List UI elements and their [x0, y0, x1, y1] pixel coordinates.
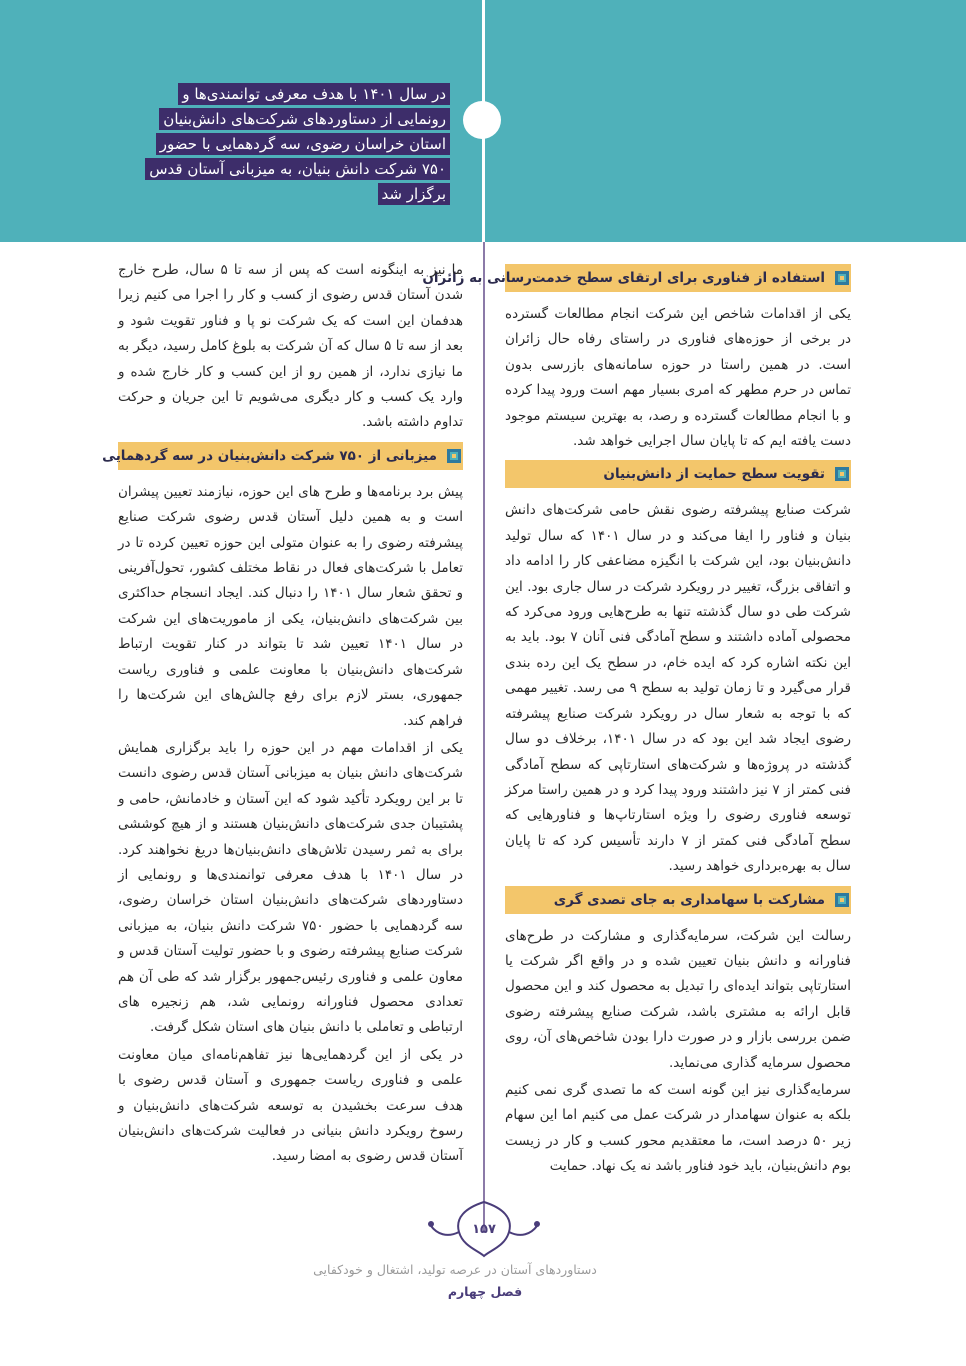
section-bullet-icon [447, 449, 461, 463]
paragraph: در یکی از این گردهمایی‌ها نیز تفاهم‌نامه‌ای میان معاونت علمی و فناوری ریاست جمهوری و آستان قدس رضوی با هدف سرعت بخشیدن به توسعه شرکت‌های دانش‌بنیان و رسوخ رویکرد دانش بنیانی در فعالیت شرکت‌های دانش‌بنیان آستان قدس رضوی به امضا رسید. [118, 1046, 463, 1165]
section-heading [505, 460, 851, 488]
section-heading [102, 442, 463, 470]
page-number: ۱۵۷ [472, 1222, 496, 1237]
section-bullet-icon [835, 271, 849, 285]
paragraph: سرمایه‌گذاری نیز این گونه است که ما تصدی گری نمی کنیم بلکه به عنوان سهامدار در شرکت عمل می کنیم اما این سهام زیر ۵۰ درصد است، ما معتقدیم محور کسب و کار در زیست بوم دانش‌بنیان، باید خود فناور باشد نه یک نهاد. حمایت [505, 1081, 851, 1175]
pull-quote [148, 82, 450, 207]
section-heading-text: مشارکت با سهامداری به جای تصدی گری [553, 891, 825, 908]
paragraph: یکی از اقدامات مهم در این حوزه را باید برگزاری همایش شرکت‌های دانش بنیان به میزبانی آستان قدس رضوی دانست تا بر این رویکرد تأکید شود که این آستان و خادمانش، حامی و پشتیبان جدی شرکت‌های دانش‌بنیان هستند و از هیچ کوششی برای به ثمر رسیدن تلاش‌های دانش‌بنیان‌ها دریغ نخواهند کرد. در سال ۱۴۰۱ با هدف معرفی توانمندی‌ها و رونمایی از دستاوردهای شرکت‌های دانش‌بنیان استان خراسان رضوی، سه گردهمایی با حضور ۷۵۰ شرکت دانش بنیان، به میزبانی شرکت صنایع پیشرفته رضوی و با حضور تولیت آستان قدس و معاون علمی و فناوری رئیس‌جمهور برگزار شد که طی آن هم تعدادی محصول فناورانه رونمایی شد، هم زنجیره های ارتباطی و تعاملی با دانش بنیان های استان شکل گرفت. [118, 739, 463, 1036]
footer-chapter: فصل چهارم [447, 1284, 523, 1299]
paragraph: شرکت صنایع پیشرفته رضوی نقش حامی شرکت‌های دانش بنیان و فناور را ایفا می‌کند و در سال ۱۴۰۱ که سال تولید دانش‌بنیان بود، این شرکت با انگیزه مضاعفی کار را ادامه داد و اتفاقی بزرگ، تغییر در رویکرد شرکت در سال جاری بود. این شرکت طی دو سال گذشته تنها به طرح‌هایی ورود می‌کرد که محصولی آماده داشتند و سطح آمادگی فنی آنان ۷ بود. باید به این نکته اشاره کرد که ایده خام، در سطح یک این رده بندی قرار می‌گیرد و تا زمان تولید به سطح ۹ می رسد. تغییر مهمی که با توجه به شعار سال در رویکرد شرکت صنایع پیشرفته رضوی ایجاد شد این بود که در سال ۱۴۰۱، برخلاف دو سال گذشته در پروژه‌ها و شرکت‌های استارتاپی که سطح آمادگی فنی کمتر از ۷ نیز داشتند ورود پیدا کرد و در همین راستا مرکز توسعه فناوری رضوی را ویژه استارتاپ‌ها و فناورهایی که سطح آمادگی فنی کمتر از ۷ دارند تأسیس کرد که تا پایان سال به بهره‌برداری خواهد رسید. [505, 502, 852, 875]
divider-circle-ornament [463, 101, 501, 139]
section-heading-text: میزبانی از ۷۵۰ شرکت دانش‌بنیان در سه گردهمایی [102, 447, 437, 464]
pull-quote-text: در سال ۱۴۰۱ با هدف معرفی توانمندی‌ها و رونمایی از دستاوردهای شرکت‌های دانش‌بنیان استان خراسان رضوی، سه گردهمایی با حضور ۷۵۰ شرکت دانش بنیان، به میزبانی آستان قدس برگزار شد [145, 83, 450, 205]
left-column [102, 258, 463, 1172]
section-heading [422, 264, 851, 292]
paragraph: یکی از اقدامات شاخص این شرکت انجام مطالعات گسترده در برخی از حوزه‌های فناوری در راستای رفاه حال زائران است. در همین راستا در حوزه سامانه‌های بازرسی بدون تماس در حرم مطهر که امری بسیار مهم است ورود پیدا کرده و با انجام مطالعات گسترده و رصد، به بهترین سیستم موجود دست یافته ایم که تا پایان سال اجرایی خواهد شد. [505, 306, 851, 450]
section-heading-text: تقویت سطح حمایت از دانش‌بنیان [603, 466, 825, 483]
paragraph: ما نیز به اینگونه است که پس از سه تا ۵ سال، طرح خارج شدن آستان قدس رضوی از کسب و کار را اجرا می کنیم زیرا هدفمان این است که یک شرکت نو پا و فناور تقویت شود و بعد از سه تا ۵ سال که آن شرکت به بلوغ کامل رسید، دیگر به ما نیازی ندارد، از همین رو از این کسب و کار خارج شده و وارد یک کسب و کار دیگری می‌شویم تا این جریان و حرکت تداوم داشته باشد. [118, 262, 463, 431]
section-heading [505, 886, 851, 914]
paragraph: رسالت این شرکت، سرمایه‌گذاری و مشارکت در طرح‌های فناورانه و دانش بنیان تعیین شده و در واقع اگر شرکت یا استارتاپی بتواند ایده‌ای را تبدیل به محصول کند و این محصول قابل ارائه به مشتری باشد، شرکت صنایع پیشرفته رضوی ضمن بررسی بازار و در صورت دارا بودن شاخص‌های آن، روی محصول سرمایه گذاری می‌نماید. [505, 927, 851, 1071]
section-heading-text: استفاده از فناوری برای ارتقای سطح خدمت‌رسانی به زائران [422, 270, 825, 286]
paragraph: پیش برد برنامه‌ها و طرح های این حوزه، نیازمند تعیین پیشران است و به همین دلیل آستان قدس رضوی شرکت صنایع پیشرفته رضوی را به عنوان متولی این حوزه تعیین کرده تا در تعامل با شرکت‌های فعال در نقاط مختلف کشور، تحول‌آفرینی و تحقق شعار سال ۱۴۰۱ را دنبال کند. ایجاد انسجام حداکثری بین شرکت‌های دانش‌بنیان، یکی از ماموریت‌های این شرکت در سال ۱۴۰۱ تعیین شد تا بتواند در کنار تقویت ارتباط شرکت‌های دانش‌بنیان با معاونت علمی و فناوری ریاست جمهوری، بستر لازم برای رفع چالش‌های این شرکت‌ها را فراهم کند. [118, 483, 463, 729]
section-bullet-icon [835, 893, 849, 907]
footer-title: دستاوردهای آستان در عرصه تولید، اشتغال و خودکفایی [313, 1262, 597, 1277]
right-column [422, 258, 852, 1182]
section-bullet-icon [835, 467, 849, 481]
column-divider [483, 242, 485, 1232]
